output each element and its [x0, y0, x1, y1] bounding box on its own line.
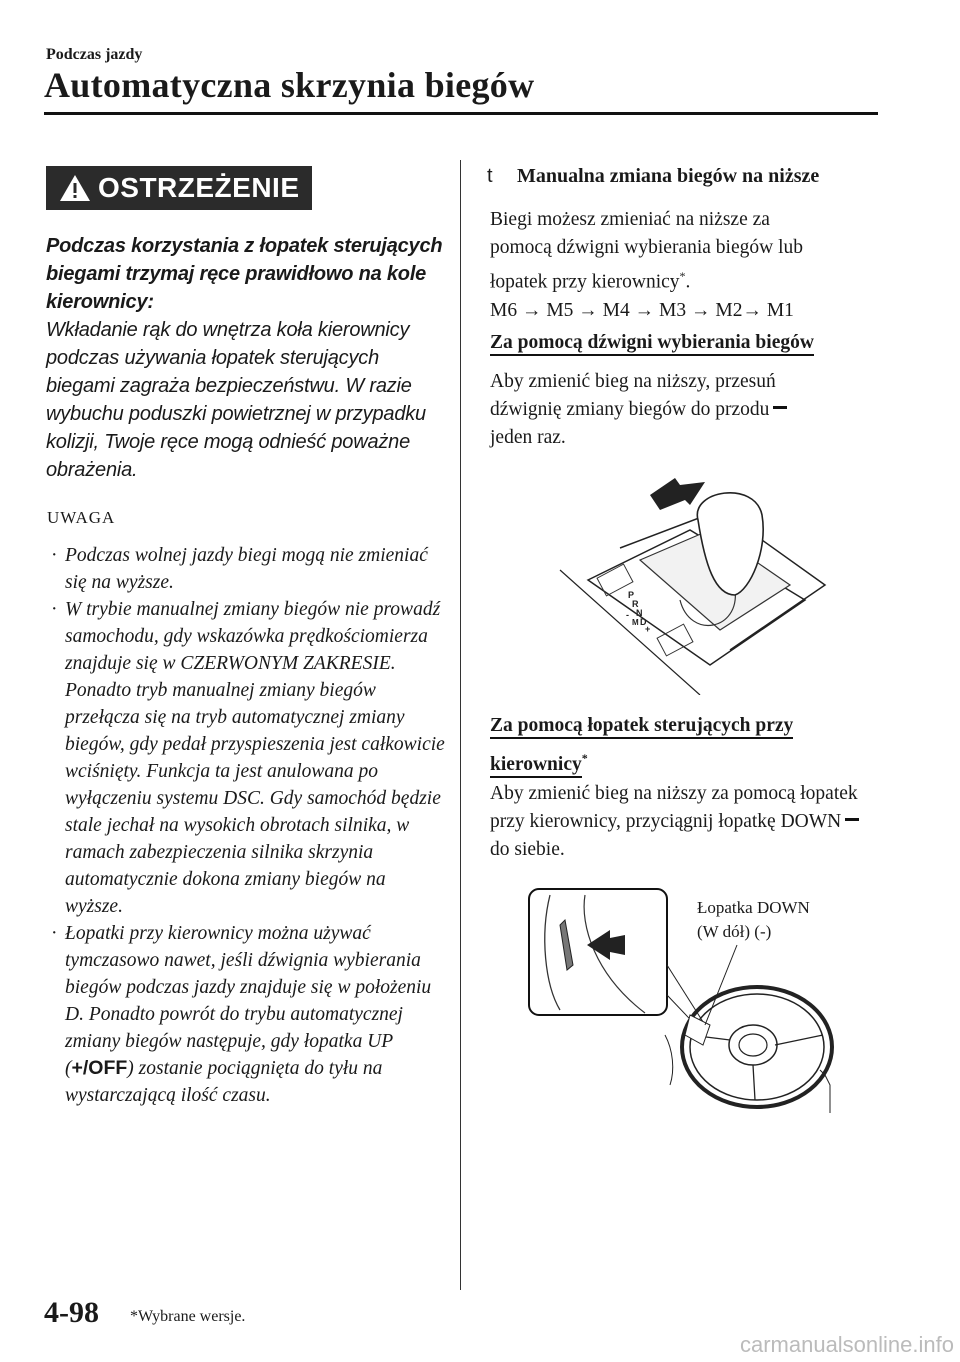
warning-bold-text: Podczas korzystania z łopatek sterujących biegami trzymaj ręce prawidłowo na kole kierownicy:: [46, 235, 443, 313]
lever-text: Aby zmienić bieg na niższy, przesuń dźwignię zmiany biegów do przodu jeden raz.: [490, 368, 850, 452]
minus-symbol: [845, 818, 859, 821]
minus-symbol: [773, 406, 787, 409]
bullet-icon: t: [487, 165, 493, 187]
paddles-text: Aby zmienić bieg na niższy za pomocą łopatek przy kierownicy, przyciągnij łopatkę DOWN do siebie.: [490, 783, 858, 860]
gear-letter-d: D: [640, 617, 647, 627]
up-off-symbol: +/OFF: [71, 1057, 128, 1079]
warning-triangle-icon: [58, 173, 92, 203]
subheading-lever: Za pomocą dźwigni wybierania biegów: [490, 328, 814, 358]
warning-banner: [46, 166, 312, 210]
page-number: 4-98: [44, 1296, 99, 1329]
uwaga-notes: [47, 542, 447, 1109]
note-item: · W trybie manualnej zmiany biegów nie prowadź samochodu, gdy wskazówka prędkościomierza znajduje się w CZERWONYM ZAKRESIE. Ponadto tryb manualnej zmiany biegów przełącza się na tryb automatycznej zmiany biegów, gdy pedał przyspieszenia jest całkowicie wciśnięty. Funkcja ta jest anulowana po wyłączeniu systemu DSC. Gdy samochód będzie stale jechał na wysokich obrotach silnika, w ramach zabezpieczenia silnika skrzynia automatycznie dokona zmiany biegów na wyższe.: [51, 599, 445, 917]
intro-text: Biegi możesz zmieniać na niższe za pomocą dźwigni wybierania biegów lub łopatek przy kierownicy*. M6 → M5 → M4 → M3 → M2→ M1: [490, 209, 803, 321]
header-rule: [44, 112, 878, 115]
warning-text: [46, 232, 446, 484]
warning-label: OSTRZEŻENIE: [98, 172, 300, 203]
column-divider: [460, 160, 461, 1290]
uwaga-title: UWAGA: [47, 508, 116, 527]
note-item: · Łopatki przy kierownicy można używać tymczasowo nawet, jeśli dźwignia wybierania biegów podczas jazdy znajduje się w położeniu D. Ponadto powrót do trybu automatycznej zmiany biegów następuje, gdy łopatka UP (+/OFF) zostanie pociągnięta do tyłu na wystarczającą ilość czasu.: [51, 923, 432, 1106]
section-label: Podczas jazdy: [46, 46, 143, 63]
gear-letter-m: M: [632, 618, 639, 627]
warning-body: Wkładanie rąk do wnętrza koła kierownicy podczas używania łopatek sterujących biegami zagraża bezpieczeństwu. W razie wybuchu poduszki powietrznej w przypadku kolizji, Twoje ręce mogą odnieść poważne obrażenia.: [46, 319, 426, 481]
gear-letter-n: N: [636, 608, 643, 618]
subheading-paddles: Za pomocą łopatek sterujących przy kierownicy*: [490, 710, 870, 781]
note-item: · Podczas wolnej jazdy biegi mogą nie zmieniać się na wyższe.: [51, 545, 428, 593]
gear-lever-illustration: [540, 470, 840, 695]
section-heading: t Manualna zmiana biegów na niższe: [487, 165, 820, 187]
gear-letter-r: R: [632, 599, 639, 609]
gear-sequence: M6 → M5 → M4 → M3 → M2→ M1: [490, 299, 794, 321]
gear-letter-minus: -: [626, 610, 629, 620]
gear-letter-plus: +: [645, 624, 651, 634]
watermark: carmanualsonline.info: [739, 1332, 954, 1357]
paddle-down-label: Łopatka DOWN (W dół) (-): [697, 898, 810, 941]
page-title: Automatyczna skrzynia biegów: [44, 65, 535, 105]
gear-letter-p: P: [628, 590, 635, 600]
footnote: *Wybrane wersje.: [130, 1308, 246, 1325]
